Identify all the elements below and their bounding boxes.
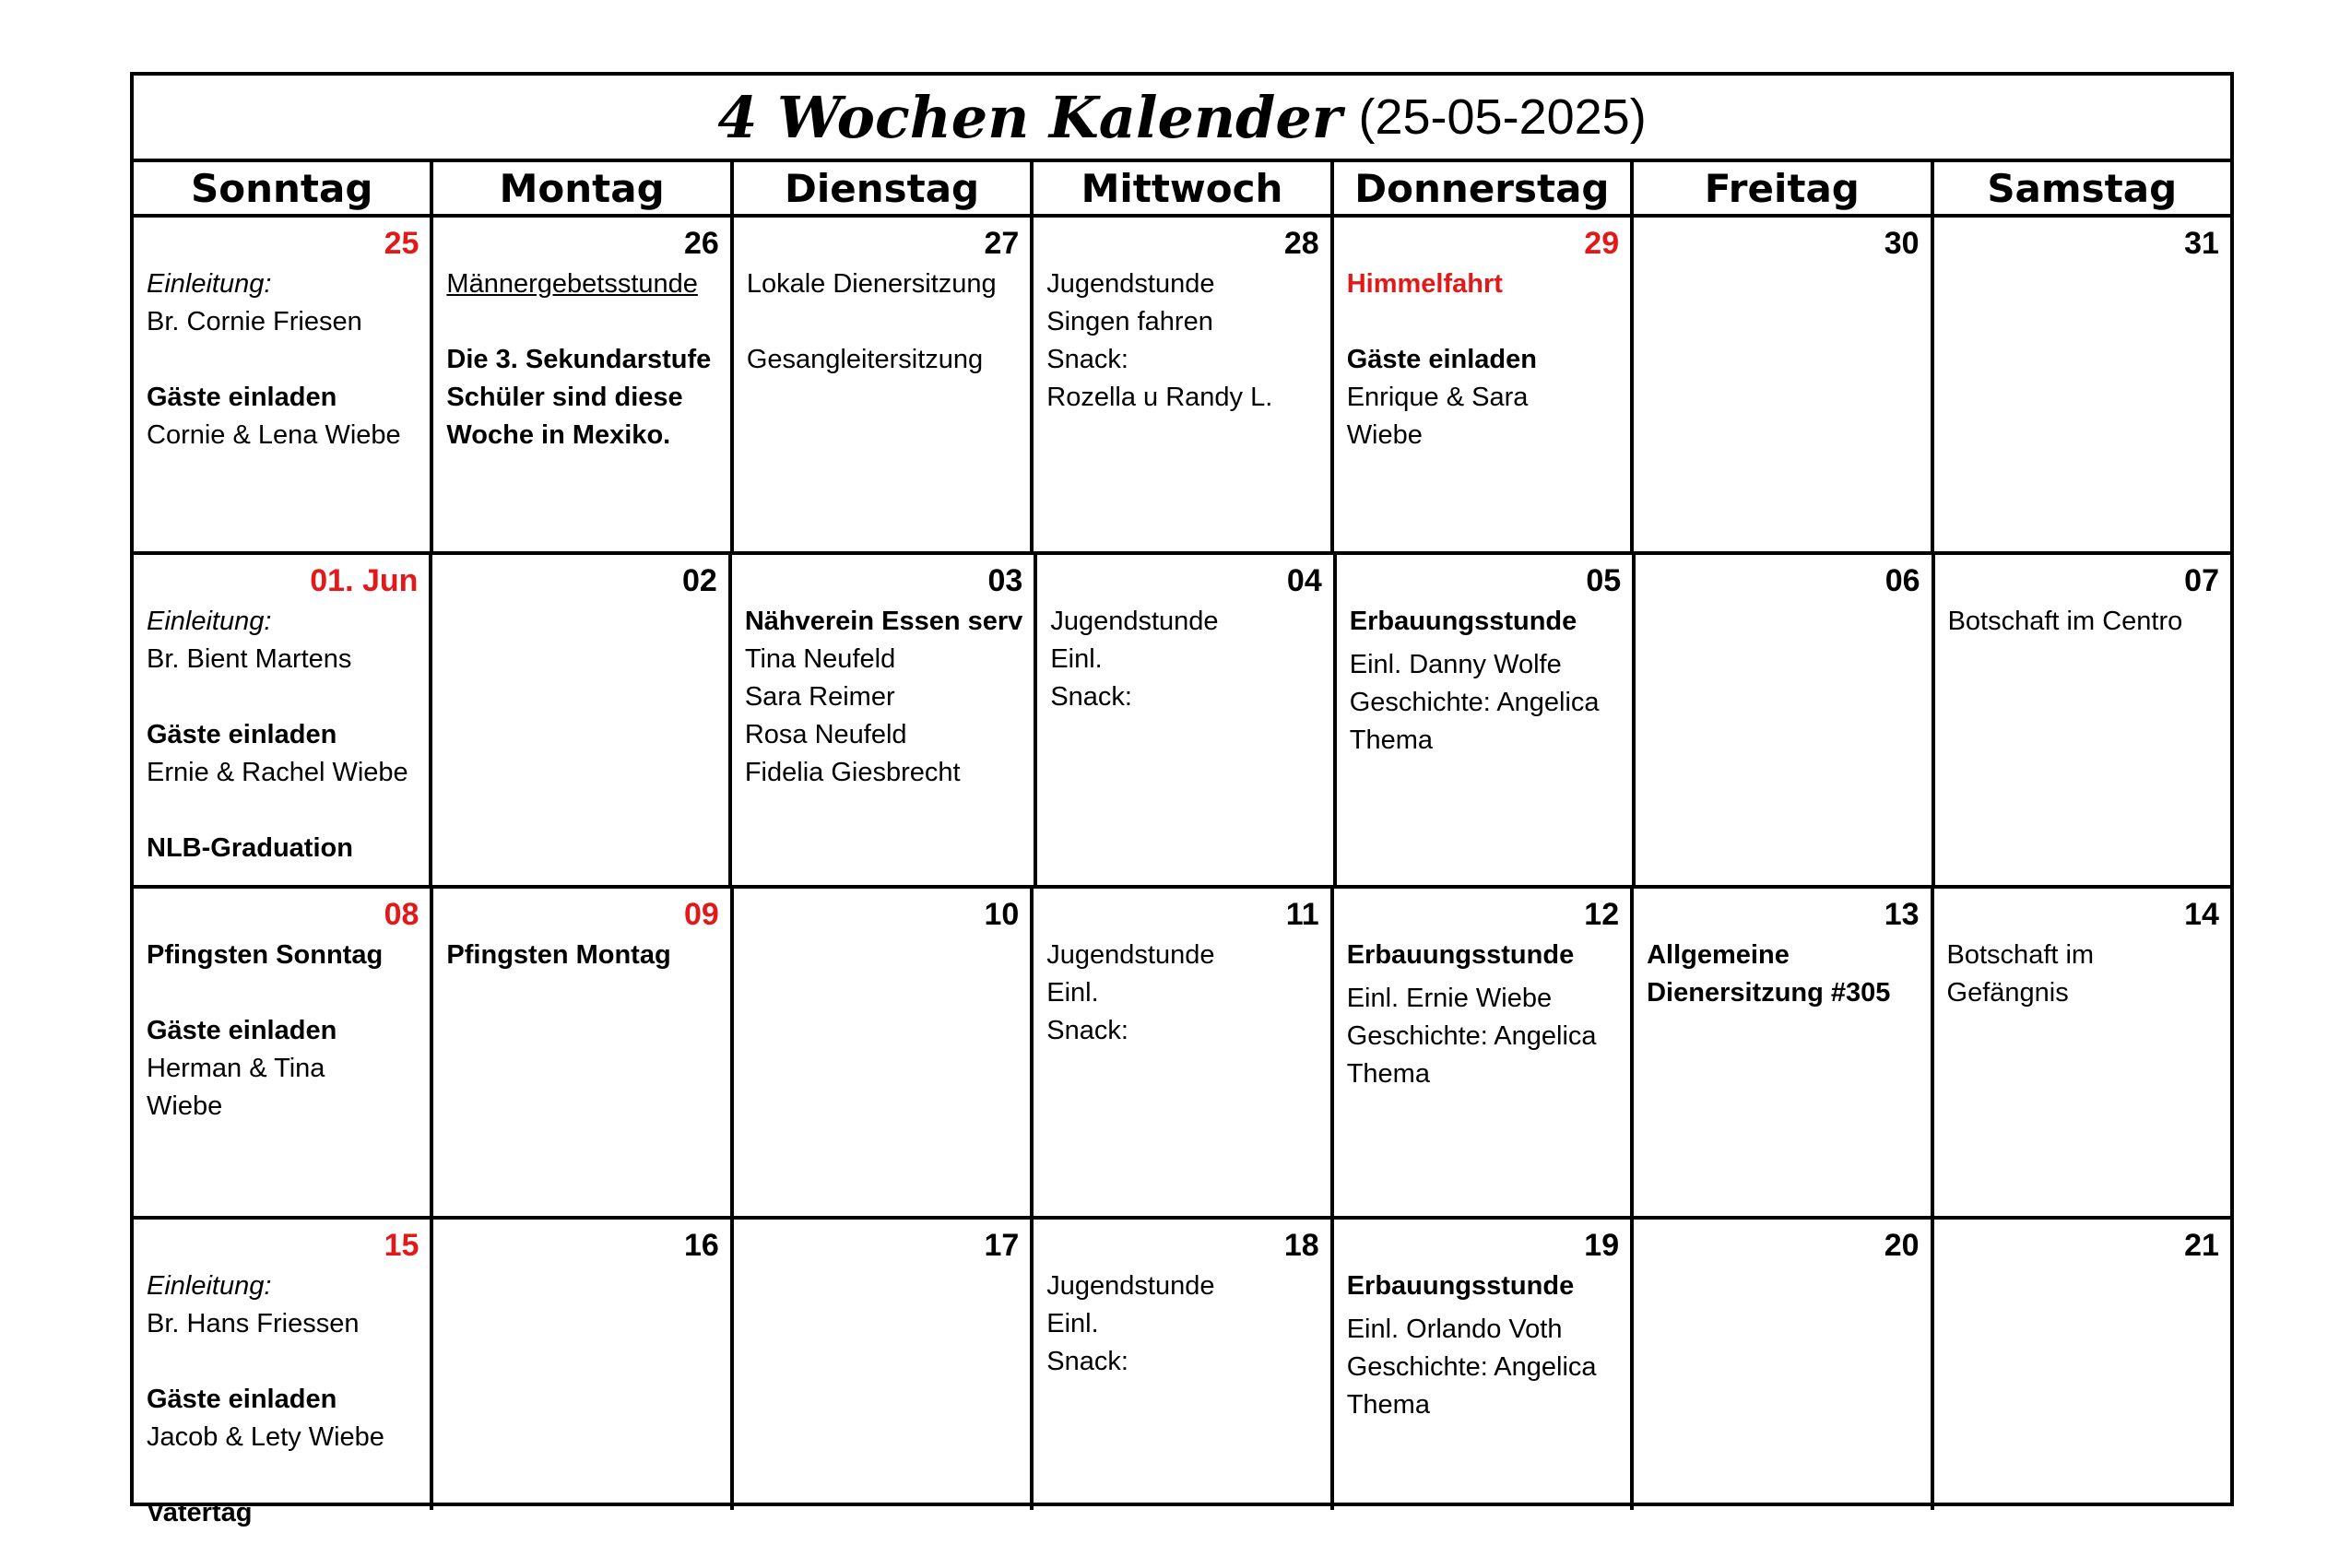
event-line: Jugendstunde xyxy=(1046,940,1215,970)
day-number: 08 xyxy=(384,897,419,932)
event-line: Enrique & Sara xyxy=(1346,383,1529,412)
day-number: 06 xyxy=(1884,563,1920,598)
event-line: Tina Neufeld xyxy=(744,644,896,674)
spacer xyxy=(147,792,418,830)
weekday-sonntag: Sonntag xyxy=(134,162,433,214)
day-cell xyxy=(1934,889,2230,1216)
day-number: 21 xyxy=(2184,1228,2219,1263)
day-number: 09 xyxy=(684,897,719,932)
event-line: Einleitung: xyxy=(147,269,272,299)
day-cell xyxy=(1334,889,1634,1216)
event-line: Allgemeine xyxy=(1647,940,1790,970)
event-line: Gäste einladen xyxy=(147,1385,337,1414)
day-number: 13 xyxy=(1884,897,1920,932)
event-line: Fidelia Giesbrecht xyxy=(744,758,961,787)
event-line: Botschaft im Centro xyxy=(1947,607,2183,636)
day-number: 14 xyxy=(2184,897,2219,932)
day-cell xyxy=(1935,555,2230,885)
event-line: Himmelfahrt xyxy=(1346,269,1503,299)
day-number: 01. Jun xyxy=(310,563,419,598)
event-line: Vatertag xyxy=(147,1498,253,1527)
event-line: Geschichte: Angelica xyxy=(1349,688,1600,717)
day-number: 19 xyxy=(1584,1228,1620,1263)
day-number: 16 xyxy=(684,1228,719,1263)
event-line: Woche in Mexiko. xyxy=(446,420,671,450)
title-main: 4 Wochen Kalender xyxy=(717,83,1342,151)
weekday-mittwoch: Mittwoch xyxy=(1034,162,1333,214)
calendar xyxy=(130,72,2234,1527)
day-number: 17 xyxy=(984,1228,1020,1263)
day-cell xyxy=(1334,1220,1634,1510)
event-line: Singen fahren xyxy=(1046,307,1213,336)
event-line: Sara Reimer xyxy=(744,682,895,712)
day-cell xyxy=(1337,555,1636,885)
day-number: 11 xyxy=(1285,897,1319,932)
event-line: Snack: xyxy=(1050,682,1132,712)
day-cell xyxy=(1034,218,1333,551)
day-cell xyxy=(433,1220,733,1510)
event-line: Jugendstunde xyxy=(1050,607,1219,636)
event-line: Gäste einladen xyxy=(1346,345,1537,374)
event-line: Erbauungsstunde xyxy=(1349,607,1577,636)
event-line: Nähverein Essen serv xyxy=(744,607,1023,636)
day-cell xyxy=(734,889,1034,1216)
event-line: Einl. Danny Wolfe xyxy=(1349,650,1562,679)
event-line: Jacob & Lety Wiebe xyxy=(147,1422,384,1452)
day-cell xyxy=(734,218,1034,551)
event-line: Herman & Tina xyxy=(147,1054,325,1083)
event-line: Einl. Orlando Voth xyxy=(1346,1315,1563,1344)
spacer xyxy=(147,974,419,1012)
event-line: Wiebe xyxy=(147,1091,223,1121)
week-row xyxy=(134,1220,2230,1527)
event-line: Erbauungsstunde xyxy=(1346,1271,1575,1301)
day-cell xyxy=(1634,1220,1933,1510)
event-line: Snack: xyxy=(1046,1016,1128,1045)
day-cell xyxy=(732,555,1037,885)
day-number: 31 xyxy=(2184,226,2219,261)
event-line: Erbauungsstunde xyxy=(1346,940,1575,970)
day-cell xyxy=(432,555,731,885)
event-line: Einl. xyxy=(1050,644,1103,674)
event-line: Pfingsten Montag xyxy=(446,940,671,970)
day-number: 05 xyxy=(1586,563,1622,598)
day-number: 27 xyxy=(984,226,1020,261)
day-cell xyxy=(134,218,433,551)
day-cell xyxy=(134,555,432,885)
day-number: 25 xyxy=(384,226,419,261)
event-line: Lokale Dienersitzung xyxy=(746,269,997,299)
event-line: Einleitung: xyxy=(147,1271,272,1301)
day-cell xyxy=(433,218,733,551)
day-number: 15 xyxy=(384,1228,419,1263)
day-number: 02 xyxy=(682,563,717,598)
event-line: Geschichte: Angelica xyxy=(1346,1352,1597,1382)
weekday-freitag: Freitag xyxy=(1634,162,1933,214)
event-line: Rosa Neufeld xyxy=(744,720,907,749)
day-number: 26 xyxy=(684,226,719,261)
day-cell xyxy=(1934,218,2230,551)
event-line: Gesangleitersitzung xyxy=(746,345,984,374)
spacer xyxy=(446,303,718,341)
event-line: Einl. xyxy=(1046,1309,1099,1338)
week-row xyxy=(134,889,2230,1220)
day-number: 10 xyxy=(984,897,1020,932)
event-line: Gäste einladen xyxy=(147,383,337,412)
event-line: Cornie & Lena Wiebe xyxy=(147,420,401,450)
event-line: Snack: xyxy=(1046,1347,1128,1376)
event-line: Wiebe xyxy=(1346,420,1423,450)
weeks-grid xyxy=(134,218,2230,1527)
day-cell xyxy=(134,889,433,1216)
event-line: Botschaft im xyxy=(1946,940,2095,970)
event-line: Dienersitzung #305 xyxy=(1647,978,1891,1008)
day-number: 07 xyxy=(2184,563,2219,598)
spacer xyxy=(147,678,418,716)
event-line: Thema xyxy=(1349,725,1433,755)
day-number: 28 xyxy=(1283,226,1319,261)
event-line: Gäste einladen xyxy=(147,1016,337,1045)
week-row xyxy=(134,218,2230,555)
event-line: Thema xyxy=(1346,1390,1430,1420)
day-cell xyxy=(734,1220,1034,1510)
calendar-title xyxy=(134,76,2230,162)
event-line: NLB-Graduation xyxy=(147,833,353,863)
event-line: Schüler sind diese xyxy=(446,383,683,412)
day-cell xyxy=(1334,218,1634,551)
event-line: Einl. xyxy=(1046,978,1099,1008)
event-line: Br. Bient Martens xyxy=(147,644,352,674)
spacer xyxy=(1347,303,1619,341)
day-number: 30 xyxy=(1884,226,1920,261)
event-line: Gäste einladen xyxy=(147,720,337,749)
event-line: Br. Hans Friessen xyxy=(147,1309,360,1338)
event-line: Jugendstunde xyxy=(1046,269,1215,299)
week-row xyxy=(134,555,2230,889)
event-line: Br. Cornie Friesen xyxy=(147,307,362,336)
title-date: (25-05-2025) xyxy=(1358,89,1647,145)
weekday-donnerstag: Donnerstag xyxy=(1334,162,1634,214)
event-line: Einleitung: xyxy=(147,607,272,636)
day-number: 20 xyxy=(1884,1228,1920,1263)
day-number: 03 xyxy=(987,563,1023,598)
weekday-montag: Montag xyxy=(433,162,733,214)
event-line: Gefängnis xyxy=(1946,978,2069,1008)
day-cell xyxy=(1634,218,1933,551)
weekday-samstag: Samstag xyxy=(1987,165,2178,211)
day-number: 12 xyxy=(1584,897,1620,932)
event-line: Einl. Ernie Wiebe xyxy=(1346,984,1553,1013)
event-line: Thema xyxy=(1346,1059,1430,1089)
day-number: 04 xyxy=(1286,563,1322,598)
weekday-header xyxy=(134,162,2230,218)
spacer xyxy=(147,1343,419,1381)
day-cell xyxy=(1634,889,1933,1216)
event-line: Snack: xyxy=(1046,345,1128,374)
day-cell xyxy=(1037,555,1336,885)
day-cell xyxy=(1636,555,1934,885)
event-line: Geschichte: Angelica xyxy=(1346,1021,1597,1051)
day-cell xyxy=(1934,1220,2230,1510)
event-line: Jugendstunde xyxy=(1046,1271,1215,1301)
day-number: 18 xyxy=(1283,1228,1319,1263)
spacer xyxy=(747,303,1019,341)
event-line: Die 3. Sekundarstufe xyxy=(446,345,712,374)
day-cell xyxy=(1034,889,1333,1216)
day-cell xyxy=(433,889,733,1216)
event-line: Ernie & Rachel Wiebe xyxy=(147,758,408,787)
spacer xyxy=(147,1456,419,1494)
day-cell xyxy=(1034,1220,1333,1510)
weekday-dienstag: Dienstag xyxy=(734,162,1034,214)
event-line: Rozella u Randy L. xyxy=(1046,383,1273,412)
day-cell xyxy=(134,1220,433,1527)
event-line: Männergebetsstunde xyxy=(446,269,698,299)
event-line: Pfingsten Sonntag xyxy=(147,940,384,970)
spacer xyxy=(147,341,419,379)
day-number: 29 xyxy=(1584,226,1620,261)
